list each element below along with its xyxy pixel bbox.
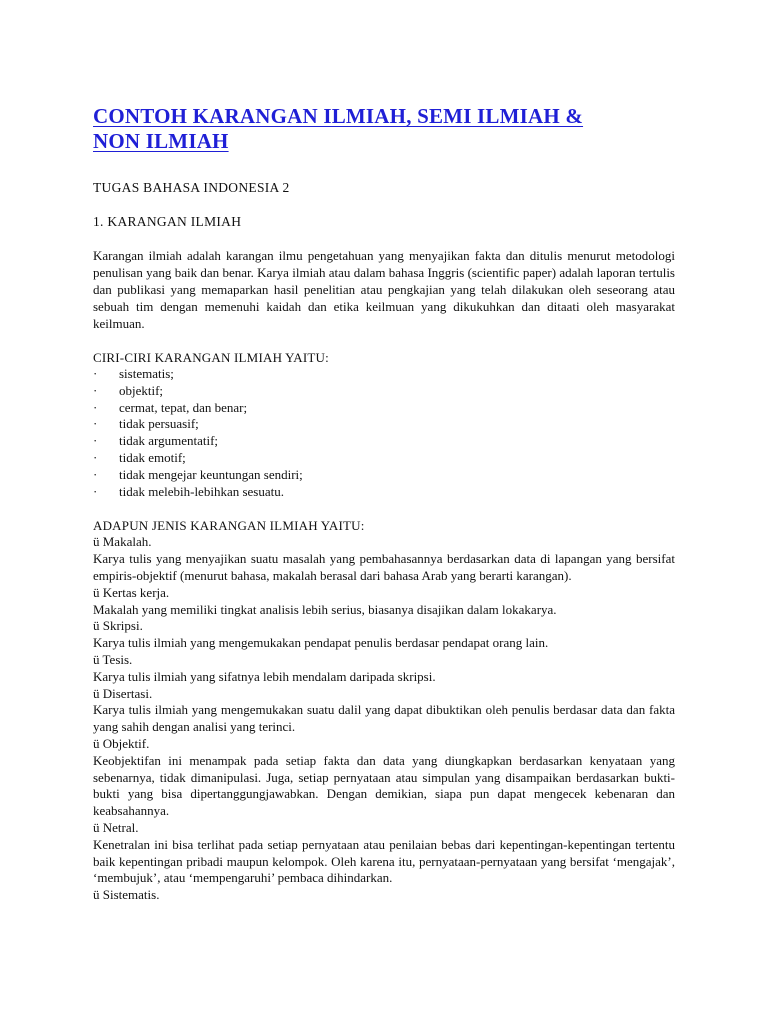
list-item <box>93 366 675 383</box>
list-item <box>93 383 675 400</box>
type-description: Keobjektifan ini menampak pada setiap fakta dan data yang diungkapkan berdasarkan kenyataan yang sebenarnya, tidak dimanipulasi. Juga, setiap pernyataan atau simpulan yang disampaikan berdasarkan bukti-bukti yang bisa dipertanggungjawabkan. Dengan demikian, siapa pun dapat mengecek kebenaran dan keabsahannya. <box>93 752 675 819</box>
type-name: ü Netral. <box>93 819 139 835</box>
type-name: ü Makalah. <box>93 534 152 550</box>
type-name: ü Skripsi. <box>93 618 143 634</box>
list-item-text: tidak argumentatif; <box>119 433 219 449</box>
bullet-icon: · <box>93 433 98 449</box>
type-name: ü Disertasi. <box>93 685 153 701</box>
type-name: ü Objektif. <box>93 735 150 751</box>
type-name: ü Sistematis. <box>93 887 160 903</box>
bullet-icon: · <box>93 416 98 432</box>
type-description: Karya tulis ilmiah yang mengemukakan pendapat penulis berdasar pendapat orang lain. <box>93 635 549 651</box>
types-list <box>93 534 675 904</box>
type-description: Karya tulis yang menyajikan suatu masalah yang pembahasannya berdasarkan data di lapangan yang bersifat empiris-objektif (menurut bahasa, makalah berasal dari bahasa Arab yang berarti karangan). <box>93 551 675 583</box>
list-item <box>93 450 675 467</box>
list-item-text: tidak melebih-lebihkan sesuatu. <box>119 483 284 499</box>
bullet-icon: · <box>93 483 98 499</box>
list-item <box>93 416 675 433</box>
list-item-text: tidak mengejar keuntungan sendiri; <box>119 466 303 482</box>
types-title: ADAPUN JENIS KARANGAN ILMIAH YAITU: <box>93 518 365 534</box>
list-item-text: tidak persuasif; <box>119 416 199 432</box>
document-subtitle: TUGAS BAHASA INDONESIA 2 <box>93 180 290 195</box>
type-description: Karya tulis ilmiah yang mengemukakan suatu dalil yang dapat dibuktikan oleh penulis berdasar data dan fakta yang sahih dengan analisi yang terinci. <box>93 702 675 735</box>
type-name: ü Tesis. <box>93 651 133 667</box>
characteristics-title: CIRI-CIRI KARANGAN ILMIAH YAITU: <box>93 350 329 365</box>
list-item-text: objektif; <box>119 382 164 398</box>
list-item <box>93 433 675 450</box>
type-description: Kenetralan ini bisa terlihat pada setiap pernyataan atau penilaian bebas dari kepentingan-kepentingan tertentu baik kepentingan pribadi maupun kelompok. Oleh karena itu, pernyataan-pernyataan yang bersifat ‘mengajak’, ‘membujuk’, atau ‘mempengaruhi’ pembaca dihindarkan. <box>93 836 675 886</box>
list-item <box>93 400 675 417</box>
bullet-icon: · <box>93 382 98 398</box>
list-item-text: cermat, tepat, dan benar; <box>119 399 248 415</box>
list-item-text: sistematis; <box>119 366 174 381</box>
list-item <box>93 467 675 484</box>
characteristics-list <box>93 366 675 500</box>
intro-paragraph: Karangan ilmiah adalah karangan ilmu pengetahuan yang menyajikan fakta dan ditulis menurut metodologi penulisan yang baik dan benar. Karya ilmiah atau dalam bahasa Inggris (scientific paper) adalah laporan tertulis dan publikasi yang memaparkan hasil penelitian atau pengkajian yang telah dilakukan oleh seseorang atau sebuah tim dengan memenuhi kaidah dan etika keilmuan yang dikukuhkan dan ditaati oleh masyarakat keilmuan. <box>93 248 675 331</box>
type-description: Karya tulis ilmiah yang sifatnya lebih mendalam daripada skripsi. <box>93 668 436 684</box>
type-description: Makalah yang memiliki tingkat analisis lebih serius, biasanya disajikan dalam lokakarya. <box>93 601 557 617</box>
list-item <box>93 484 675 501</box>
list-item-text: tidak emotif; <box>119 449 186 465</box>
title-line-2: NON ILMIAH <box>93 129 229 153</box>
bullet-icon: · <box>93 449 98 465</box>
bullet-icon: · <box>93 366 98 381</box>
bullet-icon: · <box>93 399 98 415</box>
bullet-icon: · <box>93 466 98 482</box>
document-title[interactable] <box>93 104 675 154</box>
title-line-1: CONTOH KARANGAN ILMIAH, SEMI ILMIAH & <box>93 104 584 128</box>
type-name: ü Kertas kerja. <box>93 584 170 600</box>
section-heading: 1. KARANGAN ILMIAH <box>93 214 242 229</box>
